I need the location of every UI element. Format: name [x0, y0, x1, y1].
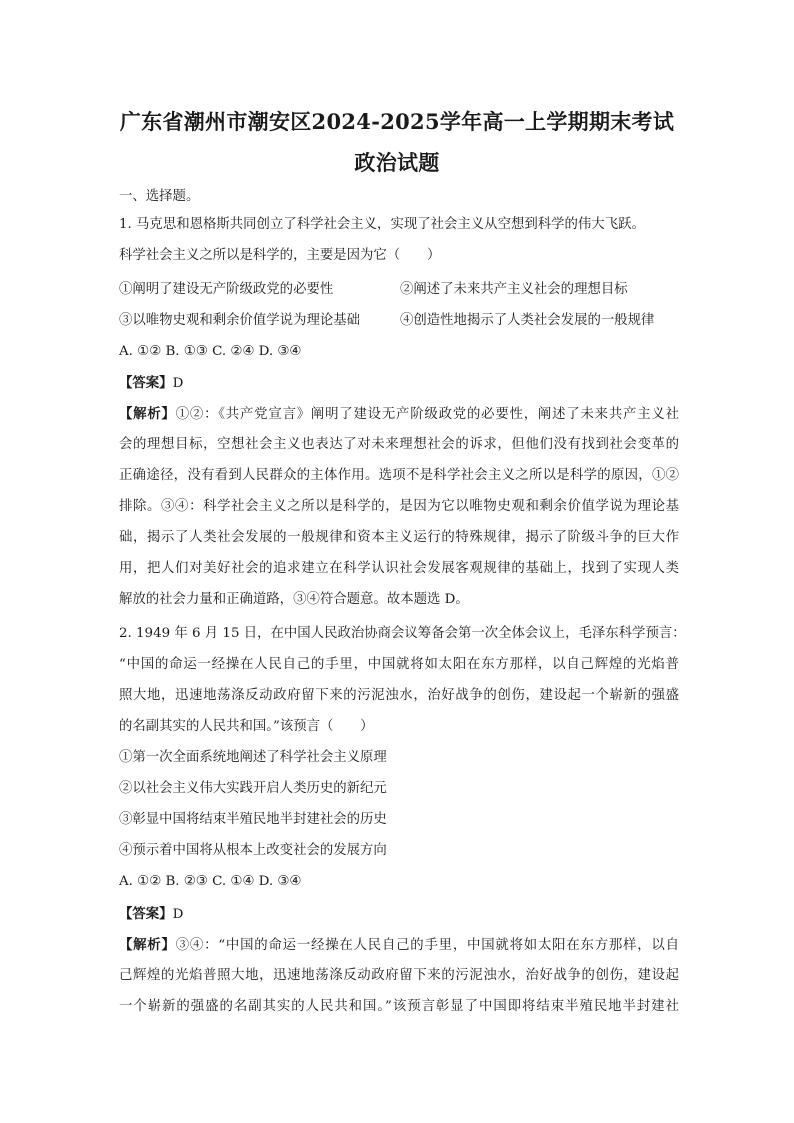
answer-value: D [172, 907, 184, 922]
q1-choices: A. ①② B. ①③ C. ②④ D. ③④ [119, 344, 302, 359]
answer-label: 【答案】 [119, 375, 173, 391]
q1-analysis-line3: 正确途径，没有看到人民群众的主体作用。选项不是科学社会主义之所以是科学的原因，①② [119, 468, 679, 483]
analysis-text: ③④：“中国的命运一经操在人民自己的手里，中国就将如太阳在东方那样，以自 [175, 938, 679, 953]
q1-analysis-line7: 解放的社会力量和正确道路，③④符合题意。故本题选 D。 [119, 592, 469, 607]
q1-option-3: ③以唯物史观和剩余价值学说为理论基础 [119, 313, 361, 328]
q1-analysis-line4: 排除。③④：科学社会主义之所以是科学的，是因为它以唯物史观和剩余价值学说为理论基 [119, 499, 679, 514]
analysis-label: 【解析】 [119, 937, 176, 953]
q1-stem-line2: 科学社会主义之所以是科学的，主要是因为它（ ） [119, 248, 441, 263]
q2-stem-line1: 2. 1949 年 6 月 15 日，在中国人民政治协商会议筹备会第一次全体会议上，毛泽东科学预言： [119, 626, 686, 641]
q1-option-4: ④创造性地揭示了人类社会发展的一般规律 [400, 313, 655, 328]
q2-analysis-line2: 己辉煌的光焰普照大地，迅速地荡涤反动政府留下来的污泥浊水，治好战争的创伤，建设起 [119, 968, 679, 983]
q2-stem-line2: “中国的命运一经操在人民自己的手里，中国就将如太阳在东方那样，以自己辉煌的光焰普 [119, 657, 679, 672]
section-heading: 一、选择题。 [119, 189, 200, 204]
q2-option-4: ④预示着中国将从根本上改变社会的发展方向 [119, 843, 387, 858]
analysis-text: ①②：《共产党宣言》阐明了建设无产阶级政党的必要性，阐述了未来共产主义社 [175, 407, 679, 422]
q2-option-3: ③彰显中国将结束半殖民地半封建社会的历史 [119, 812, 387, 827]
analysis-label: 【解析】 [119, 406, 176, 422]
document-subtitle: 政治试题 [354, 150, 440, 175]
q2-answer [119, 904, 679, 925]
q2-choices: A. ①② B. ②③ C. ①④ D. ③④ [119, 874, 302, 889]
q2-stem-line3: 照大地，迅速地荡涤反动政府留下来的污泥浊水，治好战争的创伤，建设起一个崭新的强盛 [119, 688, 679, 703]
q1-analysis-line2: 会的理想目标，空想社会主义也表达了对未来理想社会的诉求，但他们没有找到社会变革的 [119, 437, 679, 452]
q1-analysis-line1 [119, 404, 679, 425]
answer-value: D [172, 376, 184, 391]
document-title: 广东省潮州市潮安区2024-2025学年高一上学期期末考试 [119, 109, 675, 134]
q1-option-1: ①阐明了建设无产阶级政党的必要性 [119, 282, 334, 297]
q1-analysis-line5: 础，揭示了人类社会发展的一般规律和资本主义运行的特殊规律，揭示了阶级斗争的巨大作 [119, 530, 679, 545]
q1-stem-line1: 1. 马克思和恩格斯共同创立了科学社会主义，实现了社会主义从空想到科学的伟大飞跃。 [119, 217, 645, 232]
q1-answer [119, 373, 679, 394]
answer-label: 【答案】 [119, 906, 173, 922]
q2-option-2: ②以社会主义伟大实践开启人类历史的新纪元 [119, 781, 387, 796]
q2-analysis-line3: 一个崭新的强盛的名副其实的人民共和国。”该预言彰显了中国即将结束半殖民地半封建社 [119, 999, 679, 1014]
q2-stem-line4: 的名副其实的人民共和国。”该预言（ ） [119, 719, 374, 734]
q1-option-2: ②阐述了未来共产主义社会的理想目标 [400, 282, 628, 297]
q2-analysis-line1 [119, 935, 679, 956]
q1-analysis-line6: 用，把人们对美好社会的追求建立在科学认识社会发展客观规律的基础上，找到了实现人类 [119, 561, 679, 576]
q2-option-1: ①第一次全面系统地阐述了科学社会主义原理 [119, 750, 387, 765]
